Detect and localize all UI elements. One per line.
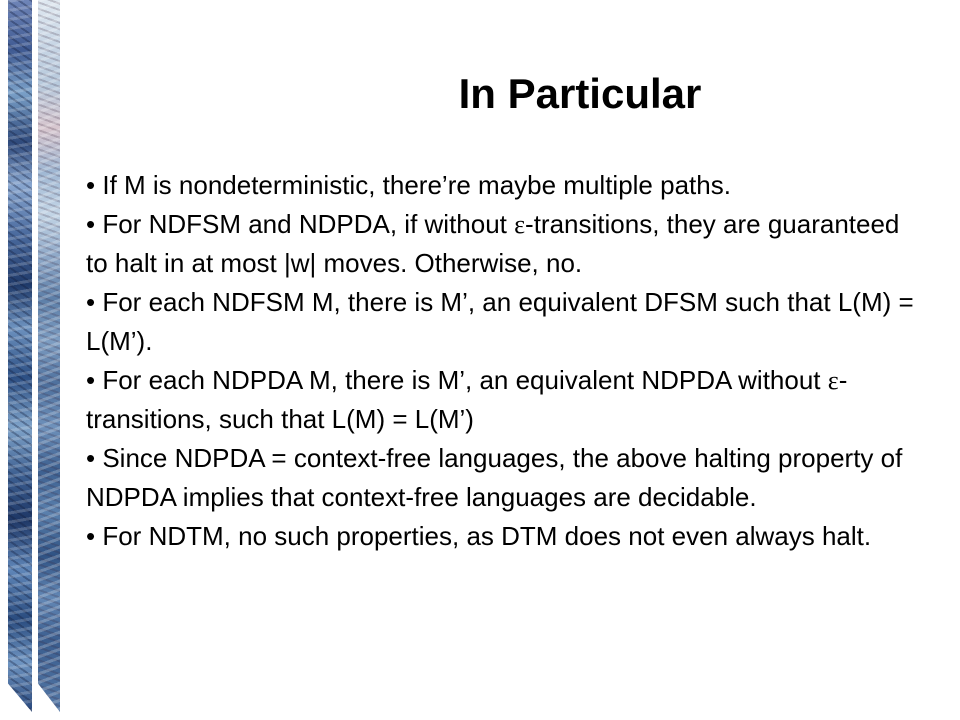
decorative-strip-right [38, 0, 60, 712]
bullet-list [86, 166, 916, 556]
bullet-item [86, 439, 916, 517]
bullet-marker: • [86, 365, 96, 395]
bullet-text: If M is nondeterministic, there’re maybe multiple paths. [102, 170, 731, 200]
bullet-marker: • [86, 209, 96, 239]
decorative-strip-left [8, 0, 32, 712]
bullet-marker: • [86, 521, 96, 551]
epsilon-symbol: ε [514, 210, 526, 239]
bullet-text: Since NDPDA = context-free languages, the above halting property of NDPDA implies that context-free languages are decidable. [86, 443, 903, 512]
bullet-item [86, 361, 916, 439]
bullet-marker: • [86, 287, 96, 317]
bullet-text: For each NDFSM M, there is M’, an equivalent DFSM such that L(M) = L(M’). [86, 287, 914, 356]
epsilon-symbol: ε [827, 366, 839, 395]
bullet-text: -transitions, such that L(M) = L(M’) [86, 365, 848, 434]
bullet-text: -transitions, they are guaranteed to halt in at most |w| moves. Otherwise, no. [86, 209, 900, 278]
slide-title: In Particular [458, 70, 702, 117]
bullet-text: For NDTM, no such properties, as DTM does not even always halt. [102, 521, 872, 551]
bullet-item [86, 205, 916, 283]
bullet-marker: • [86, 443, 96, 473]
bullet-marker: • [86, 170, 96, 200]
bullet-item [86, 517, 916, 556]
bullet-item [86, 166, 916, 205]
bullet-text: For NDFSM and NDPDA, if without [102, 209, 515, 239]
bullet-text: For each NDPDA M, there is M’, an equivalent NDPDA without [102, 365, 828, 395]
bullet-item [86, 283, 916, 361]
